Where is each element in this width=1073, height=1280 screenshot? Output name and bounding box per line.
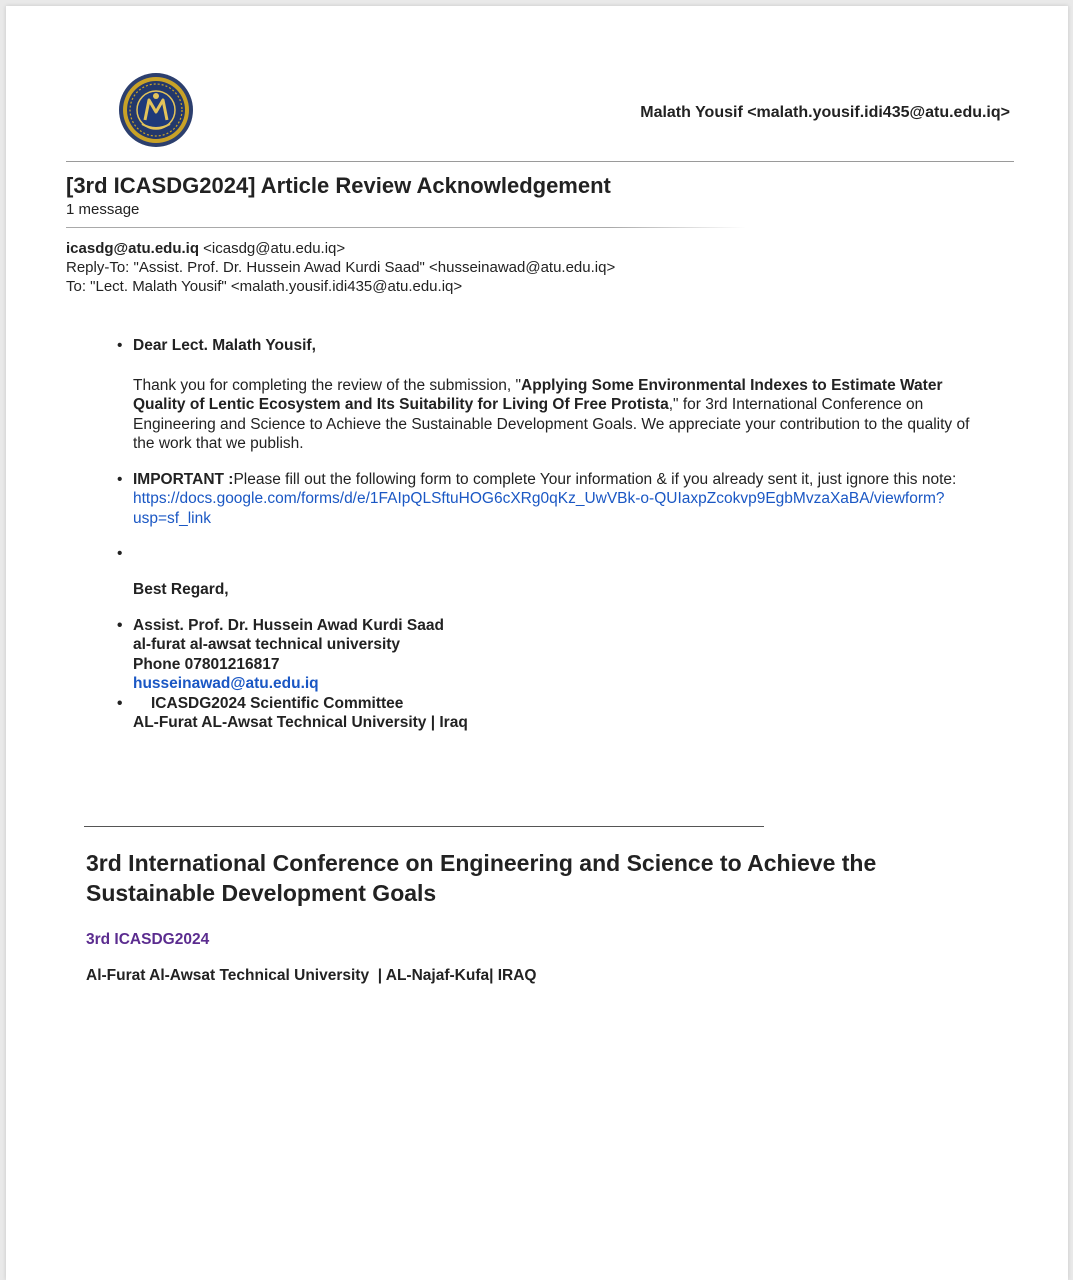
conference-university: Al-Furat Al-Awsat Technical University | AL-Najaf-Kufa| IRAQ	[86, 967, 537, 984]
divider	[66, 161, 1014, 162]
important-label: IMPORTANT :	[133, 470, 234, 488]
closing: Best Regard,	[133, 581, 229, 598]
reply-to-line: Reply-To: "Assist. Prof. Dr. Hussein Awad Kurdi Saad" <husseinawad@atu.edu.iq>	[66, 259, 616, 276]
para-post: ," for 3rd International Conference on Engineering and Science to Achieve the Sustainable Development Goals. We appreciate your contribution to the quality of the work that we publish.	[133, 396, 970, 452]
email-headers	[66, 239, 615, 296]
bullet: •	[117, 616, 123, 634]
from-line	[66, 239, 615, 258]
article-title: Applying Some Environmental Indexes to Estimate Water Quality of Lentic Ecosystem and Its Suitability for Living Of Free Protista	[133, 376, 943, 413]
list-item	[104, 336, 984, 356]
signature-phone: Phone 07801216817	[133, 655, 280, 673]
list-item	[104, 470, 984, 529]
to-line: To: "Lect. Malath Yousif" <malath.yousif.idi435@atu.edu.iq>	[66, 278, 463, 295]
form-link[interactable]: https://docs.google.com/forms/d/e/1FAIpQLSftuHOG6cXRg0qKz_UwVBk-o-QUIaxpZcokvp9EgbMvzaXaBA/viewform?usp=sf_link	[133, 490, 945, 527]
signature-name: Assist. Prof. Dr. Hussein Awad Kurdi Saad	[133, 616, 444, 634]
divider	[66, 227, 746, 228]
sender-address: <icasdg@atu.edu.iq>	[203, 240, 346, 257]
sender-email: icasdg@atu.edu.iq	[66, 240, 199, 257]
divider	[84, 826, 764, 827]
conference-tag: 3rd ICASDG2024	[86, 931, 210, 948]
committee-name: ICASDG2024 Scientific Committee	[151, 694, 404, 712]
message-count: 1 message	[66, 201, 140, 218]
signature-email-link[interactable]: husseinawad@atu.edu.iq	[133, 675, 319, 692]
thank-you-paragraph	[104, 376, 984, 454]
committee-university: AL-Furat AL-Awsat Technical University | Iraq	[133, 714, 468, 731]
list-item	[104, 544, 984, 564]
bullet: •	[117, 470, 123, 488]
conference-title: 3rd International Conference on Engineering and Science to Achieve the Sustainable Development Goals	[86, 850, 877, 906]
list-item	[104, 694, 984, 733]
important-text: Please fill out the following form to complete Your information & if you already sent it, just ignore this note:	[233, 470, 957, 488]
account-header: Malath Yousif <malath.yousif.idi435@atu.edu.iq>	[640, 104, 1010, 121]
greeting: Dear Lect. Malath Yousif,	[133, 337, 316, 354]
email-subject: [3rd ICASDG2024] Article Review Acknowledgement	[66, 173, 611, 198]
list-item	[104, 616, 984, 694]
email-print-page	[6, 6, 1068, 1280]
bullet: •	[117, 337, 123, 354]
bullet: •	[117, 545, 123, 562]
para-pre: Thank you for completing the review of the submission, "	[133, 376, 522, 394]
email-body	[104, 336, 984, 733]
university-logo	[118, 72, 194, 148]
signature-university: al-furat al-awsat technical university	[133, 636, 401, 653]
bullet: •	[117, 694, 123, 712]
